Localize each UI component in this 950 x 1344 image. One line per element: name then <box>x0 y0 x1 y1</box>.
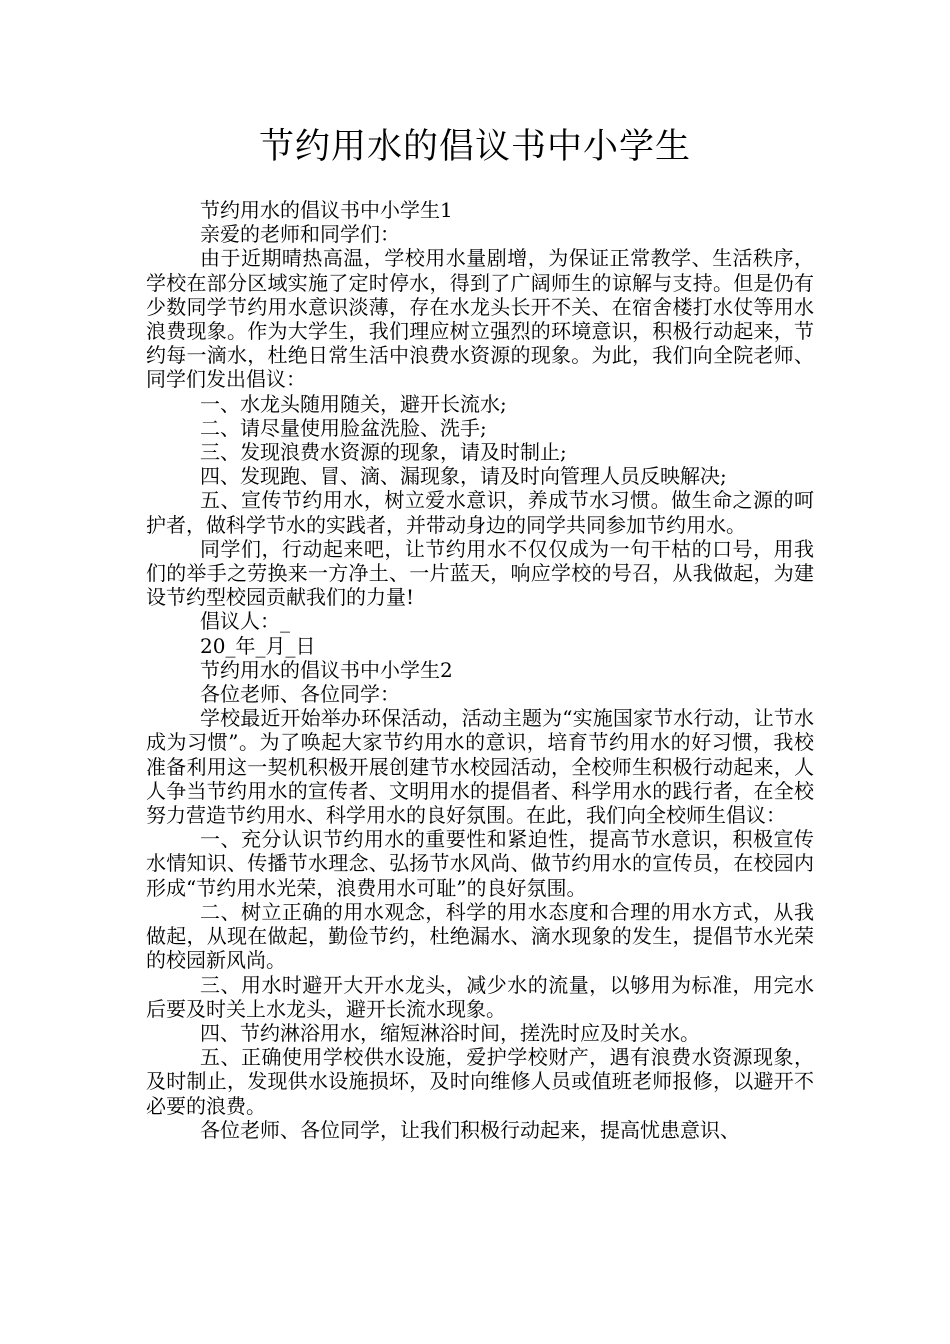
salutation: 亲爱的老师和同学们： <box>200 222 400 247</box>
list-item: 四、节约淋浴用水，缩短淋浴时间，搓洗时应及时关水。 <box>200 1020 700 1045</box>
body-paragraph: 同学们，行动起来吧，让节约用水不仅仅成为一句干枯的口号，用我们的举手之劳换来一方净土、一片蓝天，响应学校的号召，从我做起，为建设节约型校园贡献我们的力量! <box>146 536 814 610</box>
body-paragraph: 由于近期晴热高温，学校用水量剧增，为保证正常教学、生活秩序，学校在部分区域实施了定时停水，得到了广阔师生的谅解与支持。但是仍有少数同学节约用水意识淡薄，存在水龙头长开不关、在宿舍楼打水仗等用水浪费现象。作为大学生，我们理应树立强烈的环境意识，积极行动起来，节约每一滴水，杜绝日常生活中浪费水资源的现象。为此，我们向全院老师、同学们发出倡议： <box>146 246 814 392</box>
body-paragraph: 各位老师、各位同学，让我们积极行动起来，提高忧患意识、 <box>200 1117 740 1142</box>
list-item: 五、宣传节约用水，树立爱水意识，养成节水习惯。做生命之源的呵护者，做科学节水的实践者，并带动身边的同学共同参加节约用水。 <box>146 488 814 537</box>
date-line: 20_年_月_日 <box>200 633 316 658</box>
body-paragraph: 学校最近开始举办环保活动，活动主题为“实施国家节水行动，让节水成为习惯”。为了唤起大家节约用水的意识，培育节约用水的好习惯，我校准备利用这一契机积极开展创建节水校园活动，全校师生积极行动起来，人人争当节约用水的宣传者、文明用水的提倡者、科学用水的践行者，在全校努力营造节约用水、科学用水的良好氛围。在此，我们向全校师生倡议： <box>146 706 814 828</box>
list-item: 四、发现跑、冒、滴、漏现象，请及时向管理人员反映解决; <box>200 464 727 489</box>
list-item: 二、请尽量使用脸盆洗脸、洗手; <box>200 415 487 440</box>
list-item: 五、正确使用学校供水设施，爱护学校财产，遇有浪费水资源现象，及时制止，发现供水设施损坏，及时向维修人员或值班老师报修，以避开不必要的浪费。 <box>146 1045 814 1118</box>
section-heading: 节约用水的倡议书中小学生1 <box>200 198 453 222</box>
document-title: 节约用水的倡议书中小学生 <box>258 127 691 167</box>
signatory-line: 倡议人：_ <box>200 609 290 634</box>
list-item: 三、用水时避开大开水龙头，减少水的流量，以够用为标准，用完水后要及时关上水龙头，避开长流水现象。 <box>146 972 814 1021</box>
section-heading: 节约用水的倡议书中小学生2 <box>200 657 453 682</box>
list-item: 二、树立正确的用水观念，科学的用水态度和合理的用水方式，从我做起，从现在做起，勤俭节约，杜绝漏水、滴水现象的发生，提倡节水光荣的校园新风尚。 <box>146 899 814 973</box>
list-item: 一、充分认识节约用水的重要性和紧迫性，提高节水意识，积极宣传水情知识、传播节水理念、弘扬节水风尚、做节约用水的宣传员，在校园内形成“节约用水光荣，浪费用水可耻”的良好氛围。 <box>146 827 814 900</box>
document-body <box>146 198 814 1142</box>
list-item: 一、水龙头随用随关，避开长流水; <box>200 391 507 416</box>
list-item: 三、发现浪费水资源的现象，请及时制止; <box>200 440 567 465</box>
salutation: 各位老师、各位同学： <box>200 682 400 707</box>
